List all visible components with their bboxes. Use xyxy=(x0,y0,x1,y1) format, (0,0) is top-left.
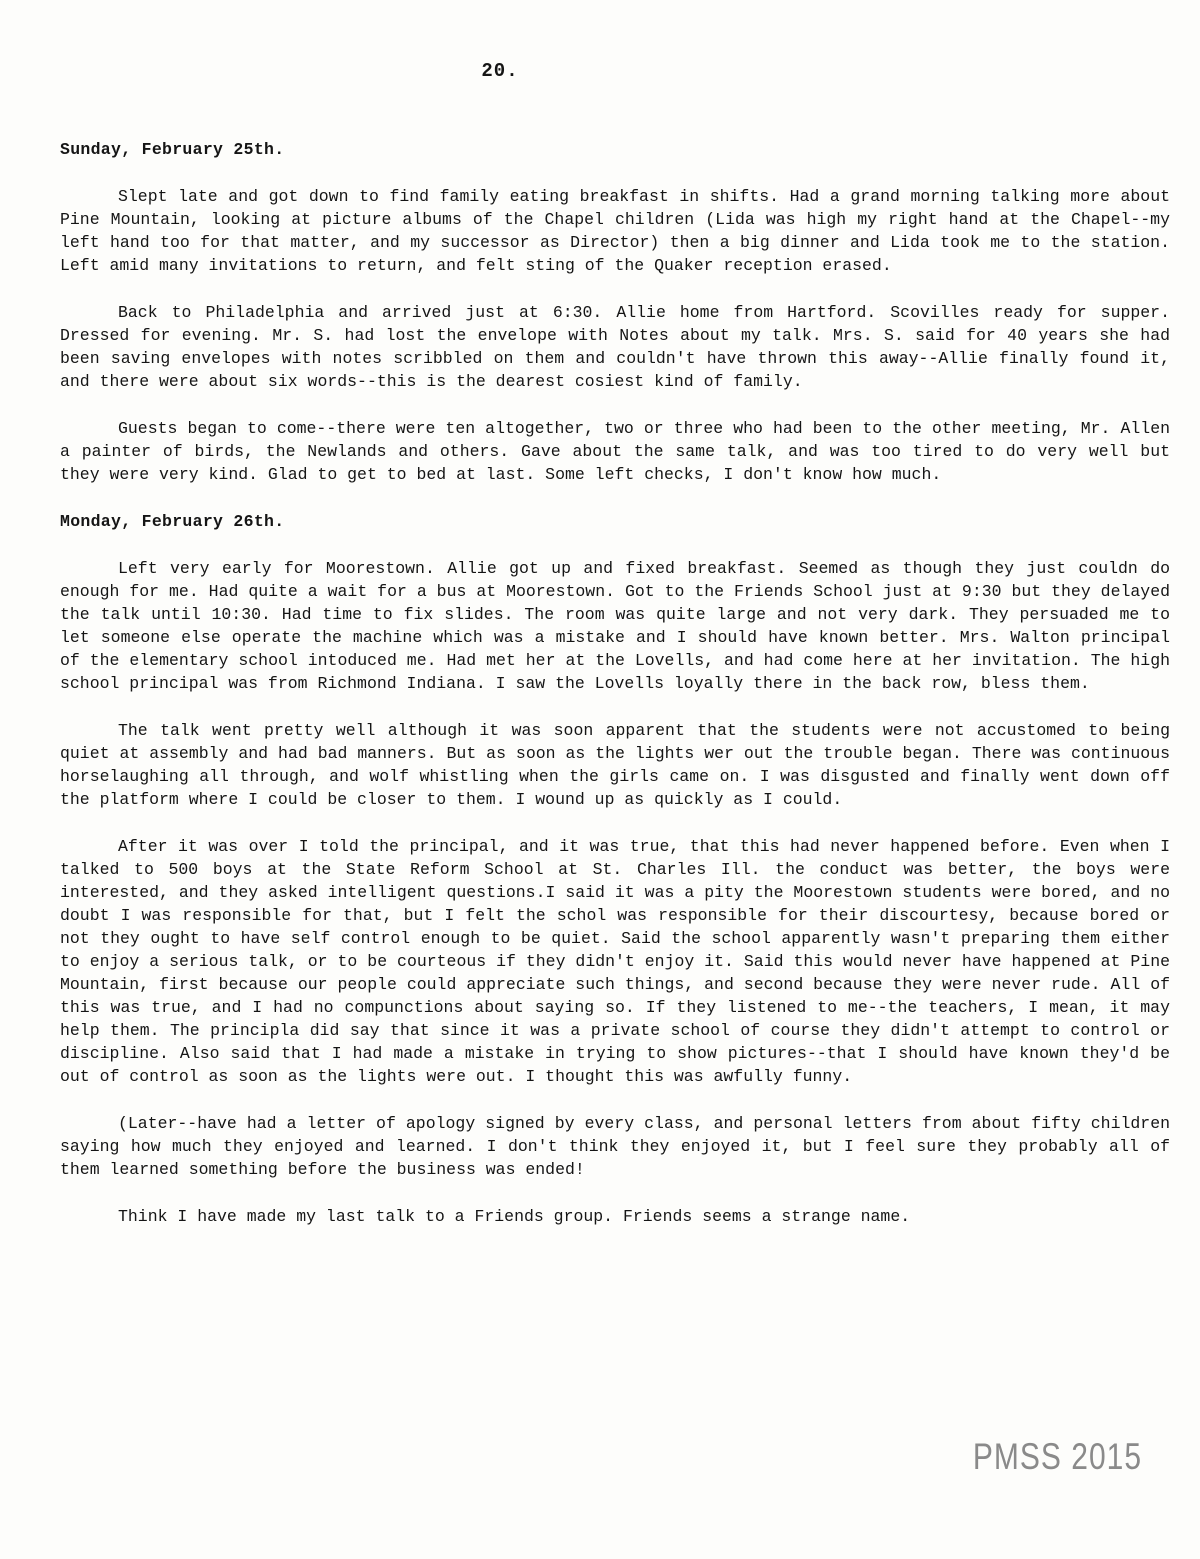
paragraph: Guests began to come--there were ten altogether, two or three who had been to the other meeting, Mr. Allen a painter of birds, the Newlands and others. Gave about the same talk, and was too tired to do very well but they were very kind. Glad to get to bed at last. Some left checks, I don't know how much. xyxy=(60,419,1170,484)
archive-watermark: PMSS 2015 xyxy=(972,1436,1142,1478)
page-number: 20. xyxy=(481,60,519,82)
paragraph: Think I have made my last talk to a Friends group. Friends seems a strange name. xyxy=(118,1207,911,1226)
paragraph: The talk went pretty well although it was soon apparent that the students were not accustomed to being quiet at assembly and had bad manners. But as soon as the lights wer out the trouble began. There was continuous horselaughing all through, and wolf whistling when the girls came on. I was disgusted and finally went down off the platform where I could be closer to them. I wound up as quickly as I could. xyxy=(60,721,1170,809)
date-heading-sunday: Sunday, February 25th. xyxy=(60,140,285,159)
paragraph: Left very early for Moorestown. Allie got up and fixed breakfast. Seemed as though they just couldn do enough for me. Had quite a wait for a bus at Moorestown. Got to the Friends School just at 9:30 but they delayed the talk until 10:30. Had time to fix slides. The room was quite large and not very dark. They persuaded me to let someone else operate the machine which was a mistake and I should have known better. Mrs. Walton principal of the elementary school intoduced me. Had met her at the Lovells, and had come here at her invitation. The high school principal was from Richmond Indiana. I saw the Lovells loyally there in the back row, bless them. xyxy=(60,559,1170,693)
paragraph: Slept late and got down to find family eating breakfast in shifts. Had a grand morning talking more about Pine Mountain, looking at picture albums of the Chapel children (Lida was high my right hand at the Chapel--my left hand too for that matter, and my successor as Director) then a big dinner and Lida took me to the station. Left amid many invitations to return, and felt sting of the Quaker reception erased. xyxy=(60,187,1170,275)
paragraph: Back to Philadelphia and arrived just at 6:30. Allie home from Hartford. Scovilles ready for supper. Dressed for evening. Mr. S. had lost the envelope with Notes about my talk. Mrs. S. said for 40 years she had been saving envelopes with notes scribbled on them and couldn't have thrown this away--Allie finally found it, and there were about six words--this is the dearest cosiest kind of family. xyxy=(60,303,1170,391)
date-heading-monday: Monday, February 26th. xyxy=(60,512,285,531)
paragraph: After it was over I told the principal, and it was true, that this had never happened before. Even when I talked to 500 boys at the State Reform School at St. Charles Ill. the conduct was better, the boys were interested, and they asked intelligent questions.I said it was a pity the Moorestown students were bored, and no doubt I was responsible for that, but I felt the schol was responsible for their discourtesy, because bored or not they ought to have self control enough to be quiet. Said the school apparently wasn't preparing them either to enjoy a serious talk, or to be courteous if they didn't enjoy it. Said this would never have happened at Pine Mountain, first because our people could appreciate such things, and second because they were never rude. All of this was true, and I had no compunctions about saying so. If they listened to me--the teachers, I mean, it may help them. The principla did say that since it was a private school of course they didn't attempt to control or discipline. Also said that I had made a mistake in trying to show pictures--that I should have known they'd be out of control as soon as the lights were out. I thought this was awfully funny. xyxy=(60,837,1170,1086)
diary-body xyxy=(60,138,1170,1252)
paragraph: (Later--have had a letter of apology signed by every class, and personal letters from about fifty children saying how much they enjoyed and learned. I don't think they enjoyed it, but I feel sure they probably all of them learned something before the business was ended! xyxy=(60,1114,1170,1179)
